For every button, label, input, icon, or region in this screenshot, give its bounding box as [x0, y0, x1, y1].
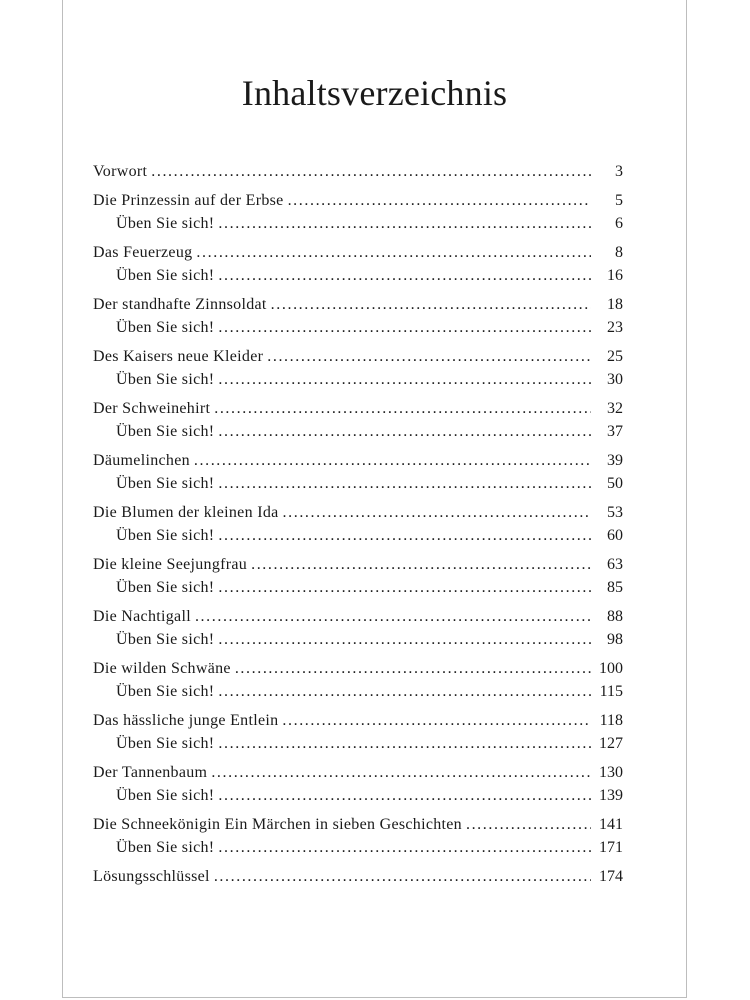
toc-entry[interactable] — [93, 605, 623, 628]
toc-chapter — [93, 160, 623, 183]
toc-page-number: 171 — [599, 839, 623, 856]
toc-subentry[interactable] — [93, 212, 623, 235]
toc-entry-label: Däumelinchen — [93, 452, 190, 469]
toc-entry-label: Die Nachtigall — [93, 608, 191, 625]
leader-dots — [218, 264, 591, 287]
book-page — [62, 0, 687, 998]
toc-subentry[interactable] — [93, 472, 623, 495]
toc-entry-label: Lösungsschlüssel — [93, 868, 210, 885]
leader-dots — [271, 293, 591, 316]
toc-subentry[interactable] — [93, 784, 623, 807]
toc-page-number: 100 — [599, 660, 623, 677]
toc-entry-label: Das hässliche junge Entlein — [93, 712, 279, 729]
toc-subentry[interactable] — [93, 680, 623, 703]
toc-entry[interactable] — [93, 657, 623, 680]
toc-page-number: 130 — [599, 764, 623, 781]
toc-page-number: 174 — [599, 868, 623, 885]
toc-entry[interactable] — [93, 397, 623, 420]
toc-entry[interactable] — [93, 501, 623, 524]
toc-entry[interactable] — [93, 709, 623, 732]
leader-dots — [151, 160, 591, 183]
toc-subentry[interactable] — [93, 836, 623, 859]
toc-subentry-label: Üben Sie sich! — [116, 527, 215, 544]
toc-subentry-label: Üben Sie sich! — [116, 371, 215, 388]
toc-page-number: 53 — [607, 504, 623, 521]
toc-page-number: 32 — [607, 400, 623, 417]
leader-dots — [267, 345, 591, 368]
toc-entry[interactable] — [93, 865, 623, 888]
leader-dots — [218, 836, 591, 859]
toc-page-number: 141 — [599, 816, 623, 833]
toc-chapter — [93, 501, 623, 547]
toc-subentry-label: Üben Sie sich! — [116, 475, 215, 492]
toc-subentry[interactable] — [93, 628, 623, 651]
toc-chapter — [93, 241, 623, 287]
toc-entry[interactable] — [93, 761, 623, 784]
toc-entry[interactable] — [93, 813, 623, 836]
toc-page-number: 6 — [615, 215, 623, 232]
toc-page-number: 39 — [607, 452, 623, 469]
toc-chapter — [93, 189, 623, 235]
toc-entry[interactable] — [93, 553, 623, 576]
toc-page-number: 115 — [599, 683, 623, 700]
leader-dots — [214, 397, 591, 420]
leader-dots — [218, 368, 591, 391]
toc-entry-label: Die Schneekönigin Ein Märchen in sieben Geschichten — [93, 816, 462, 833]
toc-entry-label: Die kleine Seejungfrau — [93, 556, 248, 573]
toc-page-number: 88 — [607, 608, 623, 625]
toc-subentry-label: Üben Sie sich! — [116, 423, 215, 440]
toc-entry-label: Die Prinzessin auf der Erbse — [93, 192, 284, 209]
toc-subentry-label: Üben Sie sich! — [116, 631, 215, 648]
leader-dots — [218, 680, 591, 703]
toc-chapter — [93, 293, 623, 339]
leader-dots — [218, 420, 591, 443]
toc-entry-label: Der Schweinehirt — [93, 400, 211, 417]
toc-chapter — [93, 345, 623, 391]
toc-subentry[interactable] — [93, 264, 623, 287]
page-title: Inhaltsverzeichnis — [241, 73, 508, 113]
toc-entry[interactable] — [93, 345, 623, 368]
leader-dots — [218, 628, 591, 651]
toc-page-number: 16 — [607, 267, 623, 284]
leader-dots — [211, 761, 591, 784]
toc-page-number: 30 — [607, 371, 623, 388]
toc-subentry-label: Üben Sie sich! — [116, 787, 215, 804]
toc-entry-label: Die Blumen der kleinen Ida — [93, 504, 279, 521]
toc-page-number: 23 — [607, 319, 623, 336]
toc-subentry-label: Üben Sie sich! — [116, 683, 215, 700]
leader-dots — [195, 605, 591, 628]
leader-dots — [466, 813, 591, 836]
toc-entry-label: Vorwort — [93, 163, 148, 180]
toc-subentry-label: Üben Sie sich! — [116, 839, 215, 856]
toc-subentry-label: Üben Sie sich! — [116, 579, 215, 596]
toc-page-number: 5 — [615, 192, 623, 209]
toc-chapter — [93, 709, 623, 755]
toc-page-number: 50 — [607, 475, 623, 492]
toc-chapter — [93, 397, 623, 443]
toc-page-number: 118 — [599, 712, 623, 729]
toc-page-number: 3 — [615, 163, 623, 180]
toc-entry[interactable] — [93, 160, 623, 183]
toc-entry-label: Der standhafte Zinnsoldat — [93, 296, 267, 313]
toc-page-number: 63 — [607, 556, 623, 573]
leader-dots — [196, 241, 591, 264]
toc-chapter — [93, 553, 623, 599]
toc-page-number: 60 — [607, 527, 623, 544]
leader-dots — [218, 472, 591, 495]
toc-chapter — [93, 449, 623, 495]
toc-page-number: 98 — [607, 631, 623, 648]
leader-dots — [218, 316, 591, 339]
toc-subentry[interactable] — [93, 732, 623, 755]
toc-subentry[interactable] — [93, 524, 623, 547]
leader-dots — [235, 657, 591, 680]
toc-page-number: 37 — [607, 423, 623, 440]
toc-chapter — [93, 865, 623, 888]
leader-dots — [218, 732, 591, 755]
toc-entry-label: Der Tannenbaum — [93, 764, 208, 781]
toc-chapter — [93, 657, 623, 703]
toc-entry[interactable] — [93, 293, 623, 316]
toc-subentry-label: Üben Sie sich! — [116, 215, 215, 232]
leader-dots — [218, 576, 591, 599]
toc-entry-label: Des Kaisers neue Kleider — [93, 348, 264, 365]
table-of-contents — [93, 160, 623, 894]
toc-subentry[interactable] — [93, 576, 623, 599]
leader-dots — [214, 865, 591, 888]
toc-entry-label: Die wilden Schwäne — [93, 660, 231, 677]
toc-page-number: 25 — [607, 348, 623, 365]
toc-chapter — [93, 605, 623, 651]
toc-page-number: 8 — [615, 244, 623, 261]
toc-page-number: 18 — [607, 296, 623, 313]
toc-entry[interactable] — [93, 449, 623, 472]
toc-subentry[interactable] — [93, 368, 623, 391]
leader-dots — [282, 709, 591, 732]
leader-dots — [288, 189, 591, 212]
leader-dots — [251, 553, 591, 576]
leader-dots — [283, 501, 591, 524]
leader-dots — [194, 449, 591, 472]
leader-dots — [218, 524, 591, 547]
leader-dots — [218, 784, 591, 807]
toc-entry[interactable] — [93, 241, 623, 264]
leader-dots — [218, 212, 591, 235]
toc-page-number: 139 — [599, 787, 623, 804]
toc-subentry-label: Üben Sie sich! — [116, 735, 215, 752]
toc-page-number: 127 — [599, 735, 623, 752]
toc-chapter — [93, 761, 623, 807]
toc-subentry-label: Üben Sie sich! — [116, 319, 215, 336]
toc-entry[interactable] — [93, 189, 623, 212]
toc-subentry[interactable] — [93, 316, 623, 339]
toc-page-number: 85 — [607, 579, 623, 596]
toc-subentry-label: Üben Sie sich! — [116, 267, 215, 284]
toc-chapter — [93, 813, 623, 859]
toc-subentry[interactable] — [93, 420, 623, 443]
toc-entry-label: Das Feuerzeug — [93, 244, 193, 261]
